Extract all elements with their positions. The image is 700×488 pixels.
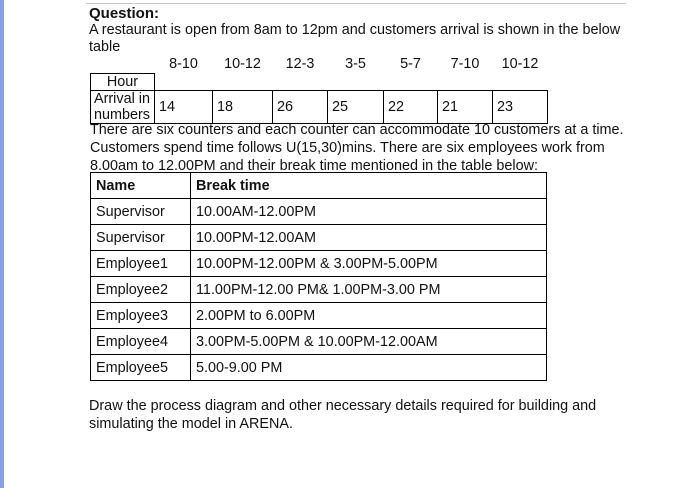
break-time: 10.00PM-12.00PM & 3.00PM-5.00PM — [191, 251, 547, 277]
employee-name: Employee1 — [91, 251, 191, 277]
arrival-value-cell: 22 — [384, 91, 438, 124]
arrival-value-cell: 18 — [213, 91, 273, 124]
table-row — [91, 251, 547, 277]
break-time: 11.00PM-12.00 PM& 1.00PM-3.00 PM — [191, 277, 547, 303]
break-time: 5.00-9.00 PM — [191, 355, 547, 381]
table-row — [91, 277, 547, 303]
question-title: Question: — [89, 5, 159, 22]
break-time: 10.00PM-12.00AM — [191, 225, 547, 251]
hour-cell: 10-12 — [501, 55, 539, 72]
header-break-time: Break time — [191, 173, 547, 199]
hour-cell: 10-12 — [224, 55, 261, 72]
arrival-value-cell: 21 — [438, 91, 493, 124]
arrivals-row — [91, 91, 548, 124]
header-name: Name — [91, 173, 191, 199]
break-time: 2.00PM to 6.00PM — [191, 303, 547, 329]
arrival-hours-row — [91, 54, 548, 74]
arrival-value-cell: 23 — [493, 91, 548, 124]
hour-cell: 8-10 — [169, 55, 198, 72]
arrival-table — [90, 54, 548, 124]
arrival-value-cell: 25 — [328, 91, 384, 124]
table-row — [91, 355, 547, 381]
hour-label-row — [91, 74, 548, 91]
question-intro: A restaurant is open from 8am to 12pm and customers arrival is shown in the below table — [89, 22, 621, 55]
employee-name: Employee4 — [91, 329, 191, 355]
arrivals-row-label — [91, 91, 155, 124]
break-table-header — [91, 173, 547, 199]
hour-cell: 7-10 — [450, 55, 480, 72]
employee-name: Employee2 — [91, 277, 191, 303]
table-row — [91, 199, 547, 225]
employee-name: Supervisor — [91, 225, 191, 251]
employee-name: Employee5 — [91, 355, 191, 381]
closing-instruction: Draw the process diagram and other necessary details required for building and simulating the model in ARENA. — [89, 398, 597, 432]
hour-cell: 5-7 — [400, 55, 421, 72]
hour-cell: 12-3 — [285, 55, 315, 72]
arrivals-label-line1: Arrival in — [94, 91, 150, 107]
arrival-value-cell: 14 — [155, 91, 213, 124]
break-time: 3.00PM-5.00PM & 10.00PM-12.00AM — [191, 329, 547, 355]
arrival-value-cell: 26 — [273, 91, 328, 124]
table-row — [91, 225, 547, 251]
table-row — [91, 303, 547, 329]
hour-cell: 3-5 — [345, 55, 366, 72]
break-time-table — [90, 172, 547, 381]
top-divider — [86, 3, 626, 4]
break-time: 10.00AM-12.00PM — [191, 199, 547, 225]
arrivals-label-line2: numbers — [94, 107, 150, 123]
left-accent-bar — [0, 0, 4, 488]
table-row — [91, 329, 547, 355]
hour-row-label: Hour — [91, 74, 155, 91]
description-paragraph: There are six counters and each counter can accommodate 10 customers at a time. Customers spend time follows U(15,30)mins. There are six employees work from 8.00am to 12.00PM and their break time mentioned in the table below: — [90, 122, 624, 174]
employee-name: Supervisor — [91, 199, 191, 225]
employee-name: Employee3 — [91, 303, 191, 329]
